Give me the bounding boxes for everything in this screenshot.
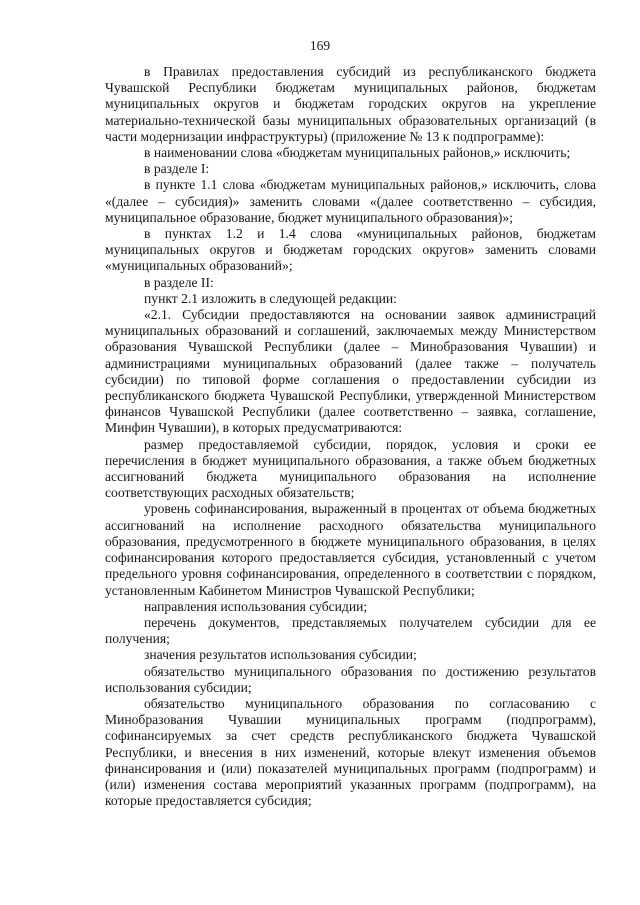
paragraph: в разделе I: xyxy=(144,161,210,177)
paragraph: в наименовании слова «бюджетам муниципальных районов,» исключить; xyxy=(144,145,571,161)
document-body xyxy=(105,64,596,809)
paragraph: уровень софинансирования, выраженный в процентах от объема бюджетных ассигнований на исполнение расходного обязательства муниципального образования, предусмотренного в бюджете муниципального образования, в целях софинансирования которого предоставляется субсидия, установленный с учетом предельного уровня софинансирования, определенного в соответствии с порядком, установленным Кабинетом Министров Чувашской Республики; xyxy=(105,501,596,598)
paragraph: пункт 2.1 изложить в следующей редакции: xyxy=(144,290,397,306)
paragraph: обязательство муниципального образования по достижению результатов использования субсидии; xyxy=(105,663,596,695)
page-number: 169 xyxy=(309,38,331,53)
paragraph: в Правилах предоставления субсидий из республиканского бюджета Чувашской Республики бюджетам муниципальных районов, бюджетам муниципальных округов и бюджетам городских округов на укрепление материально-технической базы муниципальных образовательных организаций (в части модернизации инфраструктуры) (приложение № 13 к подпрограмме): xyxy=(105,64,596,144)
paragraph: обязательство муниципального образования по согласованию с Минобразования Чувашии муниципальных программ (подпрограмм), софинансируемых за счет средств республиканского бюджета Чувашской Республики, и внесения в них изменений, которые влекут изменения объемов финансирования и (или) показателей муниципальных программ (подпрограмм) и (или) изменения состава мероприятий указанных программ (подпрограмм), на которые предоставляется субсидия; xyxy=(105,695,596,809)
paragraph: направления использования субсидии; xyxy=(144,598,368,614)
paragraph: размер предоставляемой субсидии, порядок, условия и сроки ее перечисления в бюджет муниципального образования, а также объем бюджетных ассигнований бюджета муниципального образования на исполнение соответствующих расходных обязательств; xyxy=(105,436,596,501)
paragraph: в разделе II: xyxy=(144,274,214,290)
paragraph: в пунктах 1.2 и 1.4 слова «муниципальных районов, бюджетам муниципальных округов и бюджетам городских округов» заменить словами «муниципальных образований»; xyxy=(105,226,596,274)
paragraph: в пункте 1.1 слова «бюджетам муниципальных районов,» исключить, слова «(далее – субсидия)» заменить словами «(далее соответственно – субсидия, муниципальное образование, бюджет муниципального образования)»; xyxy=(105,177,596,225)
paragraph: «2.1. Субсидии предоставляются на основании заявок администраций муниципальных образований и соглашений, заключаемых между Министерством образования Чувашской Республики (далее – Минобразования Чувашии) и администрациями муниципальных образований (далее также – получатель субсидии) по типовой форме соглашения о предоставлении субсидии из республиканского бюджета Чувашской Республики, утвержденной Министерством финансов Чувашской Республики (далее соответственно – заявка, соглашение, Минфин Чувашии), в которых предусматриваются: xyxy=(105,307,596,436)
paragraph: значения результатов использования субсидии; xyxy=(144,647,417,663)
paragraph: перечень документов, представляемых получателем субсидии для ее получения; xyxy=(105,614,596,647)
